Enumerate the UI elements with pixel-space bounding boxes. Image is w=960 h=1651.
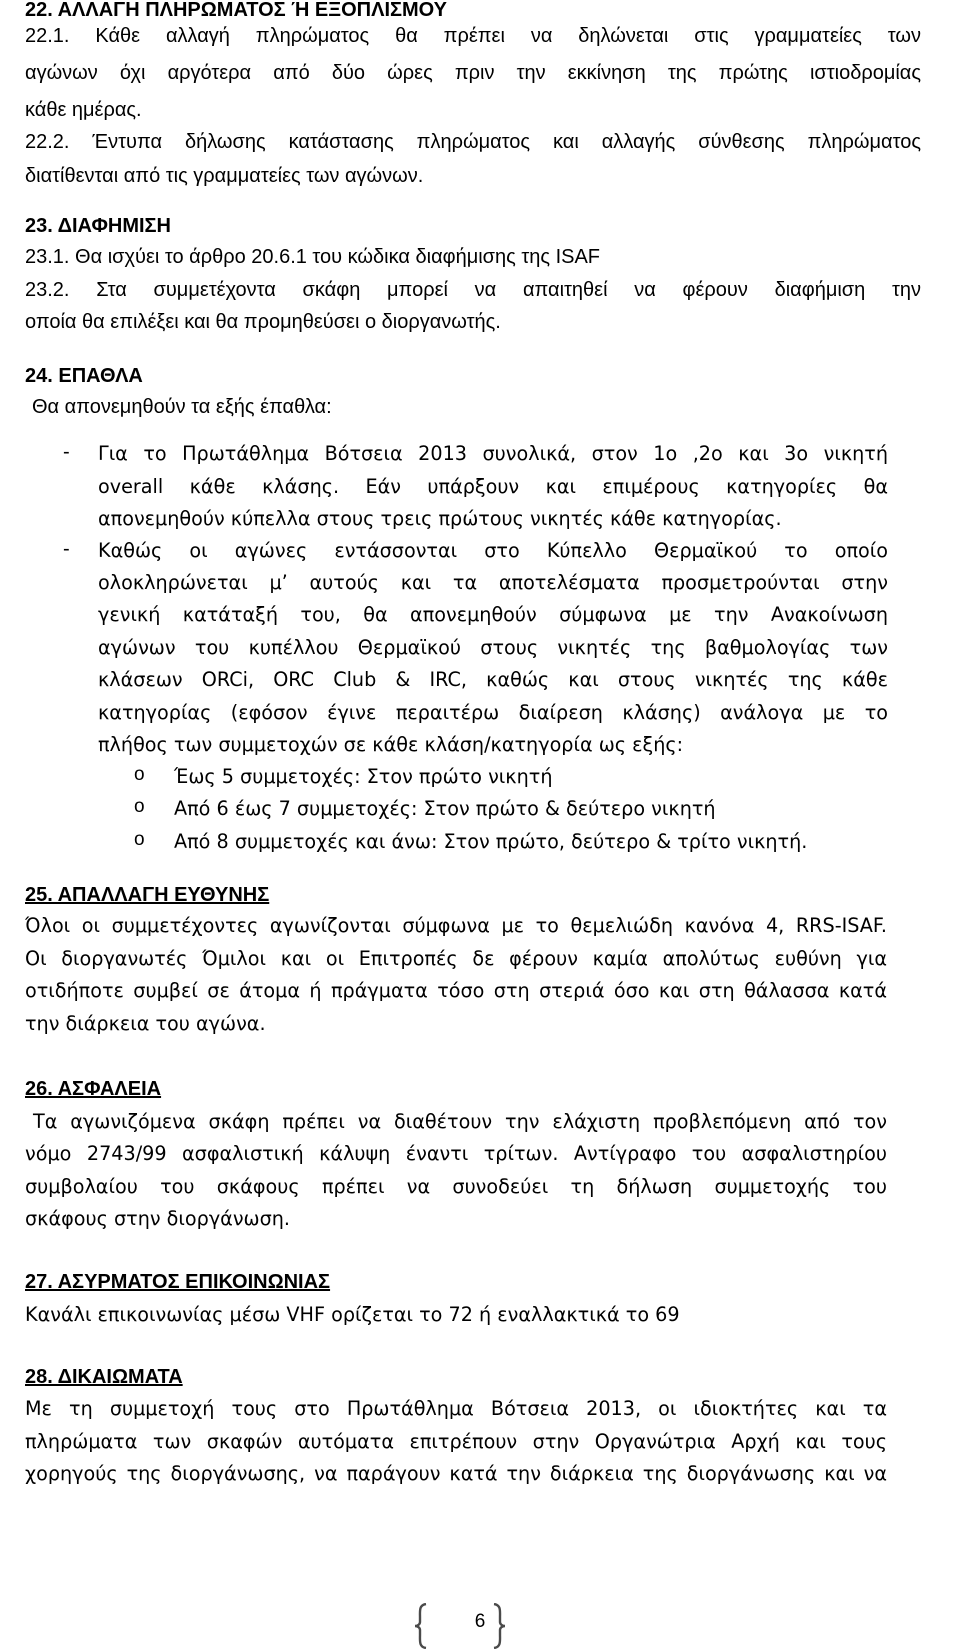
section-23-2-line-2: οποία θα επιλέξει και θα προμηθεύσει ο διοργανωτής.: [25, 311, 501, 333]
section-26-line-2: νόμο 2743/99 ασφαλιστική κάλυψη έναντι τρίτων. Αντίγραφο του ασφαλιστηρίου: [25, 1142, 887, 1165]
section-27-line-1: Κανάλι επικοινωνίας μέσω VHF ορίζεται το 72 ή εναλλακτικά το 69: [25, 1303, 680, 1326]
prize-item-2-line-1: Καθώς οι αγώνες εντάσσονται στο Κύπελλο Θερμαϊκού το οποίο: [98, 539, 888, 562]
section-22-1-line-1: 22.1. Κάθε αλλαγή πληρώματος θα πρέπει να δηλώνεται στις γραμματείες των: [25, 25, 921, 47]
left-brace-icon: [414, 1603, 428, 1649]
prize-item-2-line-2: ολοκληρώνεται μ’ αυτούς και τα αποτελέσματα προσμετρούνται στην: [98, 571, 888, 594]
section-23-1-text: 23.1. Θα ισχύει το άρθρο 20.6.1 του κώδικα διαφήμισης της ISAF: [25, 246, 601, 268]
section-25-line-4: την διάρκεια του αγώνα.: [25, 1012, 266, 1035]
section-28-line-3: χορηγούς της διοργάνωσης, να παράγουν κατά την διάρκεια της διοργάνωσης και να: [25, 1462, 887, 1485]
prize-item-1-line-1: Για το Πρωτάθλημα Βότσεια 2013 συνολικά, στον 1ο ,2ο και 3ο νικητή: [98, 442, 888, 465]
section-25-line-3: οτιδήποτε συμβεί σε άτομα ή πράγματα τόσο στη στεριά όσο και στη θάλασσα κατά: [25, 979, 887, 1002]
prize-item-2-line-6: κατηγορίας (εφόσον έγινε περαιτέρω διαίρεση κλάσης) ανάλογα με το: [98, 701, 888, 724]
sub-bullet: o: [134, 796, 145, 817]
section-22-1-line-3: κάθε ημέρας.: [25, 99, 142, 121]
list-dash: -: [63, 441, 70, 463]
page-number: 6: [474, 1611, 486, 1632]
section-23-2-line-1: 23.2. Στα συμμετέχοντα σκάφη μπορεί να απαιτηθεί να φέρουν διαφήμιση την: [25, 279, 921, 301]
right-brace-icon: [492, 1603, 506, 1649]
prize-item-2-line-5: κλάσεων ORCi, ORC Club & IRC, καθώς και στους νικητές της κάθε: [98, 668, 888, 691]
section-25-heading-text: 25. ΑΠΑΛΛΑΓΗ ΕΥΘΥΝΗΣ: [25, 884, 270, 906]
section-27-heading: [25, 1266, 330, 1299]
sub-item-1: Έως 5 συμμετοχές: Στον πρώτο νικητή: [174, 765, 553, 788]
sub-item-3: Από 8 συμμετοχές και άνω: Στον πρώτο, δεύτερο & τρίτο νικητή.: [174, 830, 808, 853]
section-28-line-2: πληρώματα των σκαφών αυτόματα επιτρέπουν στην Οργανώτρια Αρχή και τους: [25, 1430, 887, 1453]
sub-bullet: o: [134, 829, 145, 850]
section-26-heading-text: 26. ΑΣΦΑΛΕΙΑ: [25, 1078, 162, 1100]
section-24-heading: 24. ΕΠΑΘΛΑ: [25, 365, 143, 387]
sub-item-2: Από 6 έως 7 συμμετοχές: Στον πρώτο & δεύτερο νικητή: [174, 797, 716, 820]
prize-item-2-line-4: αγώνων του κυπέλλου Θερμαϊκού στους νικητές της βαθμολογίας των: [98, 636, 888, 659]
section-27-heading-text: 27. ΑΣΥΡΜΑΤΟΣ ΕΠΙΚΟΙΝΩΝΙΑΣ: [25, 1271, 331, 1293]
section-22-2-line-2: διατίθενται από τις γραμματείες των αγώνων.: [25, 165, 424, 187]
section-22-1-line-2: αγώνων όχι αργότερα από δύο ώρες πριν την εκκίνηση της πρώτης ιστιοδρομίας: [25, 62, 921, 84]
section-28-heading: [25, 1361, 183, 1394]
section-26-line-1: Τα αγωνιζόμενα σκάφη πρέπει να διαθέτουν την ελάχιστη προβλεπόμενη από τον: [33, 1110, 887, 1133]
section-26-line-3: συμβολαίου του σκάφους πρέπει να συνοδεύει τη δήλωση συμμετοχής του: [25, 1175, 887, 1198]
section-22-heading: 22. ΑΛΛΑΓΗ ΠΛΗΡΩΜΑΤΟΣ Ή ΕΞΟΠΛΙΣΜΟΥ: [25, 0, 448, 21]
prize-item-1-line-2: overall κάθε κλάσης. Εάν υπάρξουν και επιμέρους κατηγορίες θα: [98, 475, 888, 498]
list-dash: -: [63, 538, 70, 560]
section-25-heading: [25, 879, 269, 912]
section-28-heading-text: 28. ΔΙΚΑΙΩΜΑΤΑ: [25, 1366, 183, 1388]
section-25-line-1: Όλοι οι συμμετέχοντες αγωνίζονται σύμφωνα με το θεμελιώδη κανόνα 4, RRS-ISAF.: [25, 914, 887, 937]
section-28-line-1: Με τη συμμετοχή τους στο Πρωτάθλημα Βότσεια 2013, οι ιδιοκτήτες και τα: [25, 1397, 887, 1420]
sub-bullet: o: [134, 764, 145, 785]
section-26-line-4: σκάφους στην διοργάνωση.: [25, 1207, 291, 1230]
prize-item-1-line-3: απονεμηθούν κύπελλα στους τρεις πρώτους νικητές κάθε κατηγορίας.: [98, 507, 782, 530]
section-23-heading: 23. ΔΙΑΦΗΜΙΣΗ: [25, 215, 171, 237]
section-22-2-line-1: 22.2. Έντυπα δήλωσης κατάστασης πληρώματος και αλλαγής σύνθεσης πληρώματος: [25, 131, 921, 153]
section-24-intro: Θα απονεμηθούν τα εξής έπαθλα:: [32, 396, 332, 418]
prize-item-2-line-7: πλήθος των συμμετοχών σε κάθε κλάση/κατηγορία ως εξής:: [98, 733, 684, 756]
section-25-line-2: Οι διοργανωτές Όμιλοι και οι Επιτροπές δε φέρουν καμία απολύτως ευθύνη για: [25, 947, 887, 970]
prize-item-2-line-3: γενική κατάταξή του, θα απονεμηθούν σύμφωνα με την Ανακοίνωση: [98, 603, 888, 626]
section-26-heading: [25, 1073, 161, 1106]
